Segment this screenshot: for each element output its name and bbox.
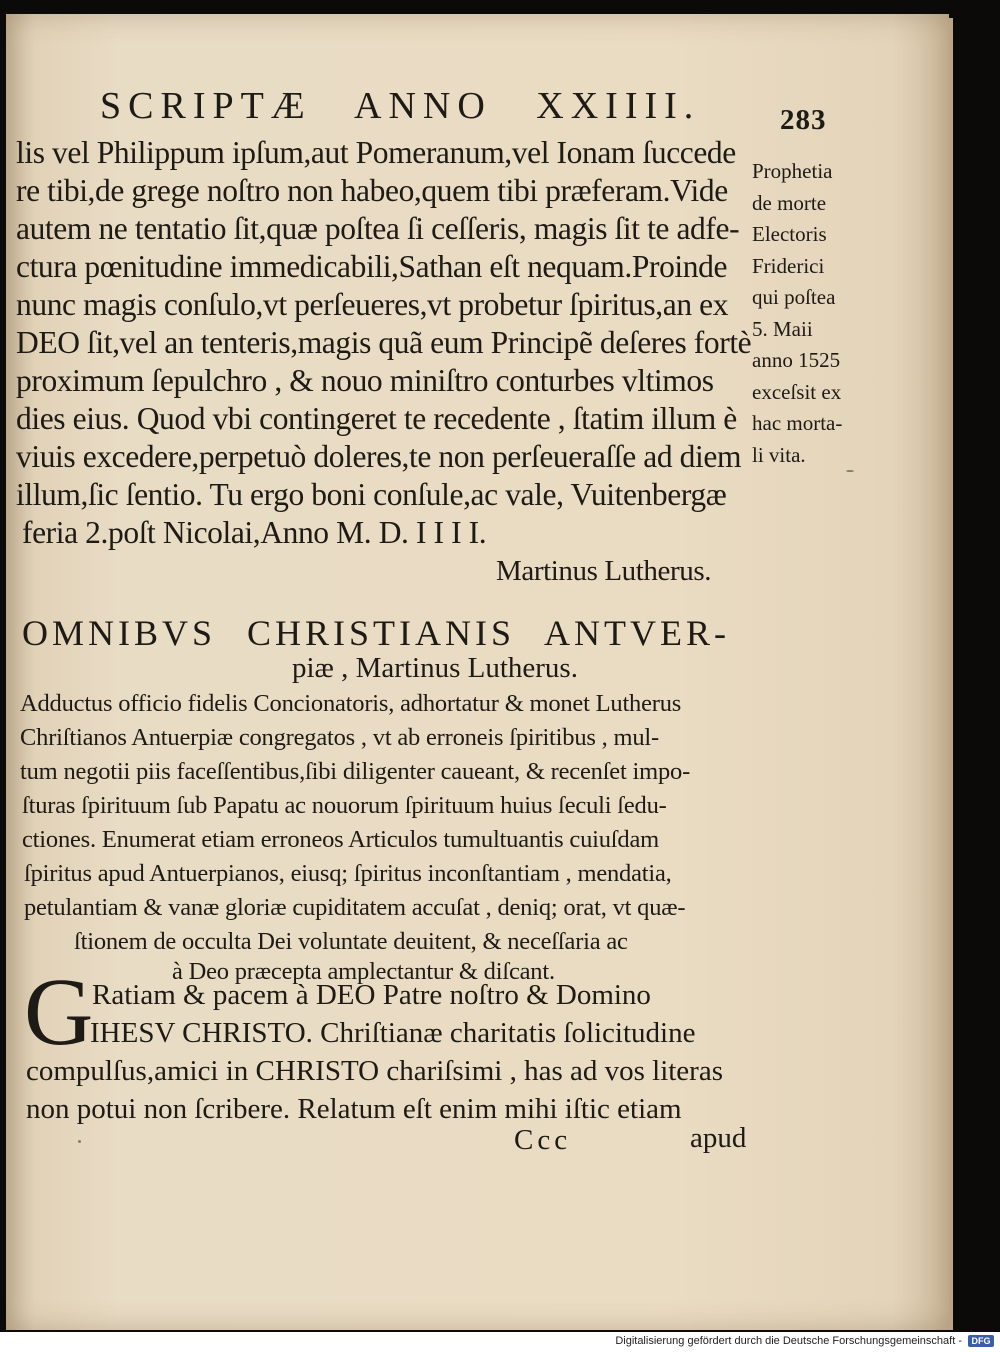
catchword: apud bbox=[690, 1122, 747, 1154]
paper-speck bbox=[78, 1140, 81, 1143]
text-line: dies eius. Quod vbi contingeret te recedente , ſtatim illum è bbox=[16, 401, 737, 436]
margin-note-line: Electoris bbox=[752, 222, 827, 246]
drop-cap: G bbox=[24, 958, 94, 1065]
section-title: OMNIBVS CHRISTIANIS ANTVER- bbox=[22, 613, 731, 653]
text-line: autem ne tentatio ſit,quæ poſtea ſi ceſſeris, magis ſit te adfe- bbox=[16, 211, 740, 246]
summary-line: petulantiam & vanæ gloriæ cupiditatem accuſat , deniq; orat, vt quæ- bbox=[24, 894, 686, 921]
summary-line: Chriſtianos Antuerpiæ congregatos , vt ab erroneis ſpiritibus , mul- bbox=[20, 724, 659, 751]
section-title-continuation: piæ , Martinus Lutherus. bbox=[292, 652, 578, 684]
text-line: nunc magis conſulo,vt perſeueres,vt probetur ſpiritus,an ex bbox=[16, 287, 729, 322]
margin-note-line: anno 1525 bbox=[752, 348, 841, 372]
text-line: re tibi,de grege noſtro non habeo,quem tibi præferam.Vide bbox=[16, 173, 728, 208]
summary-line: ſpiritus apud Antuerpianos, eiusq; ſpiritus inconſtantiam , mendatia, bbox=[24, 860, 672, 887]
margin-note-line: li vita. bbox=[752, 443, 806, 467]
margin-note-line: exceſsit ex bbox=[752, 380, 842, 404]
paper-speck bbox=[846, 470, 854, 472]
text-line: Ratiam & pacem à DEO Patre noſtro & Domino bbox=[92, 979, 651, 1011]
signature-mark: Ccc bbox=[514, 1124, 572, 1156]
margin-note-line: qui poſtea bbox=[752, 285, 836, 309]
text-line: feria 2.poſt Nicolai,Anno M. D. I I I I. bbox=[22, 515, 487, 550]
margin-note-line: Prophetia bbox=[752, 159, 833, 183]
text-line: IHESV CHRISTO. Chriſtianæ charitatis ſolicitudine bbox=[90, 1017, 696, 1049]
text-line: ctura pœnitudine immedicabili,Sathan eſt nequam.Proinde bbox=[16, 249, 728, 284]
summary-line: à Deo præcepta amplectantur & diſcant. bbox=[172, 958, 555, 985]
margin-note-line: de morte bbox=[752, 191, 827, 215]
margin-note-line: Friderici bbox=[752, 254, 825, 278]
footer-bar bbox=[0, 1332, 1000, 1352]
summary-line: ctiones. Enumerat etiam erroneos Articulos tumultuantis cuiuſdam bbox=[22, 826, 659, 853]
text-line: lis vel Philippum ipſum,aut Pomeranum,vel Ionam ſuccede bbox=[16, 135, 736, 170]
text-line: compulſus,amici in CHRISTO chariſsimi , has ad vos literas bbox=[26, 1055, 723, 1087]
text-line: viuis excedere,perpetuò doleres,te non perſeueraſſe ad diem bbox=[16, 439, 742, 474]
summary-line: Adductus officio fidelis Concionatoris, adhortatur & monet Lutherus bbox=[20, 690, 682, 717]
margin-note-line: 5. Maii bbox=[752, 317, 813, 341]
summary-line: tum negotii piis faceſſentibus,ſibi diligenter caueant, & recenſet impo- bbox=[20, 758, 691, 785]
page-edge bbox=[949, 18, 953, 1330]
text-line: non potui non ſcribere. Relatum eſt enim mihi iſtic etiam bbox=[26, 1093, 682, 1125]
text-line: DEO ſit,vel an tenteris,magis quã eum Principẽ deſeres fortè bbox=[16, 325, 752, 360]
summary-line: ſtionem de occulta Dei voluntate deuitent, & neceſſaria ac bbox=[74, 928, 628, 955]
page-number: 283 bbox=[780, 104, 827, 136]
text-line: illum,ſic ſentio. Tu ergo boni conſule,ac vale, Vuitenbergæ bbox=[16, 477, 727, 512]
dfg-logo: DFG bbox=[968, 1335, 994, 1347]
summary-line: ſturas ſpirituum ſub Papatu ac nouorum ſpirituum huius ſeculi ſedu- bbox=[22, 792, 667, 819]
margin-note-line: hac morta- bbox=[752, 411, 843, 435]
footer-credit: Digitalisierung gefördert durch die Deutsche Forschungsgemeinschaft - bbox=[615, 1335, 962, 1347]
signature: Martinus Lutherus. bbox=[496, 555, 712, 587]
running-title: SCRIPTÆ ANNO XXIIII. bbox=[100, 85, 701, 127]
text-line: proximum ſepulchro , & nouo miniſtro conturbes vltimos bbox=[16, 363, 714, 398]
